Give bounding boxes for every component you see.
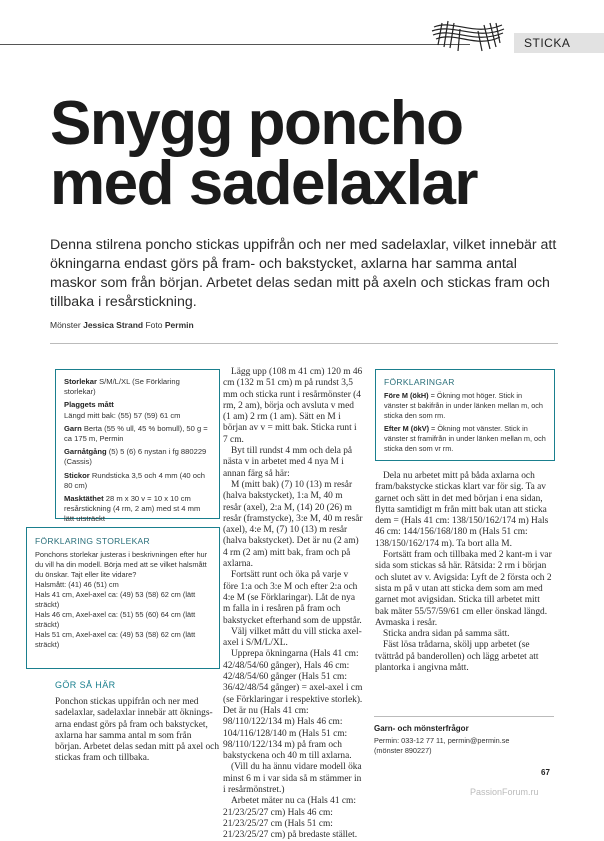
contact-line: (mönster 890227) [374, 745, 432, 755]
pattern-author: Jessica Strand [83, 320, 144, 330]
spec-yarn: Garn Berta (55 % ull, 45 % bomull), 50 g = ca 175 m, Permin [64, 423, 208, 444]
body-paragraph: Ponchon stickas uppifrån och ner med sadelaxlar, sadelaxlar innebär att ökningsarna endast görs på fram och bakstycket, axlarna har samma antal m som från början. Arbetet delas sedan mitt på axel och stickas fram och tillbaka. [55, 697, 220, 764]
body-paragraph: Upprepa ökningarna (Hals 41 cm: 42/48/54/60 gånger), Hals 46 cm: 42/48/54/60 gånger (Hals 51 cm: 36/42/48/54 gånger) = axel-axel i cm (se Förklaringar i respektive storlek). Det är nu (Hals 41 cm: 98/110/122/134 m) Hals 46 cm: 104/116/128/140 m (Hals 51 cm: 98/110/122/134 m) på fram och bakstyckena och 40 m till axlarna. [223, 649, 363, 762]
body-paragraph: Välj vilket mått du vill sticka axel-axel i S/M/L/XL. [223, 626, 362, 649]
title-line-1: Snygg poncho [50, 89, 463, 158]
body-paragraph: Lägg upp (108 m 41 cm) 120 m 46 cm (132 m 51 cm) m på rundst 3,5 mm och sticka runt i resårmönster (4 rm, 2 am), börja och avsluta v med (1 am) 2 rm (1 am). Sätt en M i början av v = mitt bak. Sticka runt i 7 cm. [223, 367, 363, 445]
page-title [50, 89, 570, 218]
photo-label: Foto [145, 320, 163, 330]
photo-credit: Permin [164, 320, 194, 330]
specs-box [55, 369, 220, 524]
pattern-label: Mönster [50, 320, 81, 330]
contact-info [374, 736, 554, 756]
credit-line [50, 320, 194, 330]
sizes-line: Hals 51 cm, Axel-axel ca: (49) 53 (58) 62 cm (lätt sträckt) [35, 630, 196, 649]
body-paragraph: Dela nu arbetet mitt på båda axlarna och fram/bakstycke stickas klart var för sig. Ta av garnet och sätt in det med början i ena sidan, flytta samtidigt m från mitt bak utan att sticka dem = (Hals 41 cm: 138/150/162/174 m) Hals 46 cm: 144/156/168/180 m (Hals 51 cm: 138/150/162/174 m). Ta bort alla M. [375, 471, 549, 549]
lead-paragraph: Denna stilrena poncho stickas uppifrån och ner med sadelaxlar, vilket innebär att ökningarna endast görs på fram- och bakstycket, axlarna har samma antal maskor som från början. Arbetet delas sedan mitt på axeln och stickas fram och tillbaka i resårstickning. [50, 237, 557, 310]
body-paragraph: Fortsätt runt och öka på varje v före 1:a och 3:e M och efter 2:a och 4:e M (se Förklaringar). Låt de nya m falla in i resåren på fram och bakstycket efterhand som de uppstår. [223, 570, 362, 626]
body-paragraph: Fäst lösa trådarna, skölj upp arbetet (se tvättråd på banderollen) och lägg arbetet att plantorka i angivna mått. [375, 640, 539, 674]
column-3-text [375, 471, 553, 674]
contact-line: Permin: 033-12 77 11, permin@permin.se [374, 736, 510, 745]
spec-sizes: Storlekar S/M/L/XL (Se Förklaring storlekar) [64, 377, 180, 397]
body-paragraph: Arbetet mäter nu ca (Hals 41 cm: 21/23/25/27 cm) Hals 46 cm: 21/23/25/27 cm (Hals 51 cm: 21/23/25/27 cm) på bredaste stället. [223, 796, 358, 841]
title-line-2: med sadelaxlar [50, 149, 478, 218]
body-paragraph: M (mitt bak) (7) 10 (13) m resår (halva bakstycket), 1:a M, 40 m resår (axel), 2:a M, (14) 20 (26) m resår (framstycke), 3:e M, 40 m resår (axel), 4:e M, (7) 10 (13) m resår (halva bakstycket). Det är nu (2 am) 4 rm (2 am) mitt bak, fram och på axlarna. [223, 479, 363, 570]
explanations-heading: FÖRKLARINGAR [384, 377, 455, 387]
sizes-line: Hals 46 cm, Axel-axel ca: (51) 55 (60) 64 cm (lätt sträckt) [35, 610, 196, 629]
body-paragraph: Sticka andra sidan på samma sätt. [383, 629, 510, 640]
column-2-text [223, 367, 363, 841]
watermark: PassionForum.ru [470, 787, 539, 797]
yarn-skein-icon [424, 15, 508, 53]
spec-measurements: Plaggets mått Längd mitt bak: (55) 57 (59) 61 cm [64, 400, 181, 420]
body-paragraph: Fortsätt fram och tillbaka med 2 kant-m i var sida som stickas så här. Rätsida: 2 rm i början och slutet av v. Avigsida: Lyft de 2 första och 2 sista m på v utan att sticka dem som am med garnet mot avigsidan. Sticka till arbetet mitt bak mäter 55/57/59/61 cm eller önskad längd. Avmaska i resår. [375, 550, 552, 628]
explanations-box [375, 369, 555, 461]
page-number: 67 [541, 768, 550, 777]
divider [50, 343, 558, 344]
explanation-item: Före M (ökH) = Ökning mot höger. Stick in vänster st bakifrån in under länken mellan m, och sticka den som rm. [384, 391, 543, 420]
body-paragraph: (Vill du ha ännu vidare modell öka minst 6 m i var sida så m stämmer in i resårmönstret.) [223, 762, 362, 795]
sizes-intro: Ponchons storlekar justeras i beskrivningen efter hur du vill ha din modell. Börja med att se vilket halsmått du önskar. Tajt eller lite vidare? [35, 550, 208, 579]
body-paragraph: Byt till rundst 4 mm och dela på nästa v in arbetet med 4 nya M i annan färg så här: [223, 446, 353, 479]
instructions-heading: GÖR SÅ HÄR [55, 680, 116, 690]
spec-gauge: Masktäthet 28 m x 30 v = 10 x 10 cm resårstickning (4 rm, 2 am) med st 4 mm lätt utsträckt [64, 494, 201, 524]
sizes-heading: FÖRKLARING STORLEKAR [35, 536, 150, 546]
sizes-line: Hals 41 cm, Axel-axel ca: (49) 53 (58) 62 cm (lätt sträckt) [35, 590, 196, 609]
spec-needles: Stickor Rundsticka 3,5 och 4 mm (40 och 80 cm) [64, 470, 205, 490]
column-1-text [55, 697, 220, 765]
sizes-explanation-box [26, 527, 220, 669]
section-label: STICKA [524, 36, 571, 50]
header-rule [0, 44, 470, 45]
explanation-item: Efter M (ökV) = Ökning mot vänster. Stick in vänster st framifrån in under länken mellan m, och sticka den som vr rm. [384, 424, 546, 453]
sizes-line: Halsmått: (41) 46 (51) cm [35, 580, 119, 589]
contact-heading: Garn- och mönsterfrågor [374, 724, 469, 733]
divider [374, 716, 554, 717]
spec-yarn-amount: Garnåtgång (5) 5 (6) 6 nystan i fg 880229 (Cassis) [64, 447, 207, 467]
